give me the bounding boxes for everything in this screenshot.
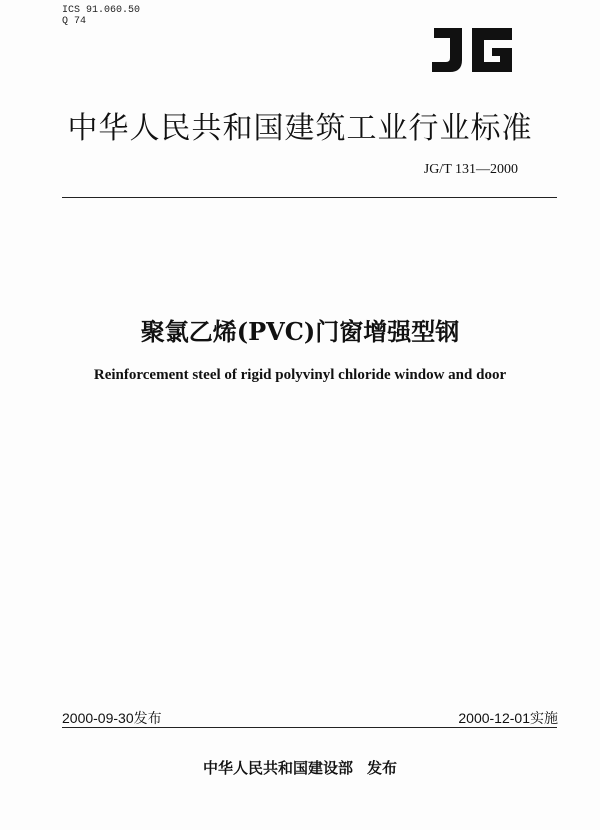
ics-code: ICS 91.060.50 bbox=[62, 5, 141, 16]
standard-number: JG/T 131—2000 bbox=[423, 162, 518, 177]
classification-codes bbox=[62, 5, 140, 27]
document-title-chinese: 聚氯乙烯(PVC)门窗增强型钢 bbox=[140, 317, 460, 346]
category-code: Q 74 bbox=[62, 16, 87, 27]
issuer-line bbox=[0, 757, 600, 778]
standard-series-title: 中华人民共和国建筑工业行业标准 bbox=[67, 111, 533, 146]
bottom-divider bbox=[62, 727, 557, 728]
issuer-action: 发布 bbox=[367, 759, 398, 777]
top-divider bbox=[62, 197, 557, 198]
issuer-name: 中华人民共和国建设部 bbox=[202, 759, 353, 777]
jg-logo bbox=[424, 26, 520, 74]
issue-date: 2000-09-30发布 bbox=[62, 710, 162, 726]
effective-date: 2000-12-01实施 bbox=[458, 710, 558, 726]
document-title-english: Reinforcement steel of rigid polyvinyl chloride window and door bbox=[93, 367, 507, 383]
